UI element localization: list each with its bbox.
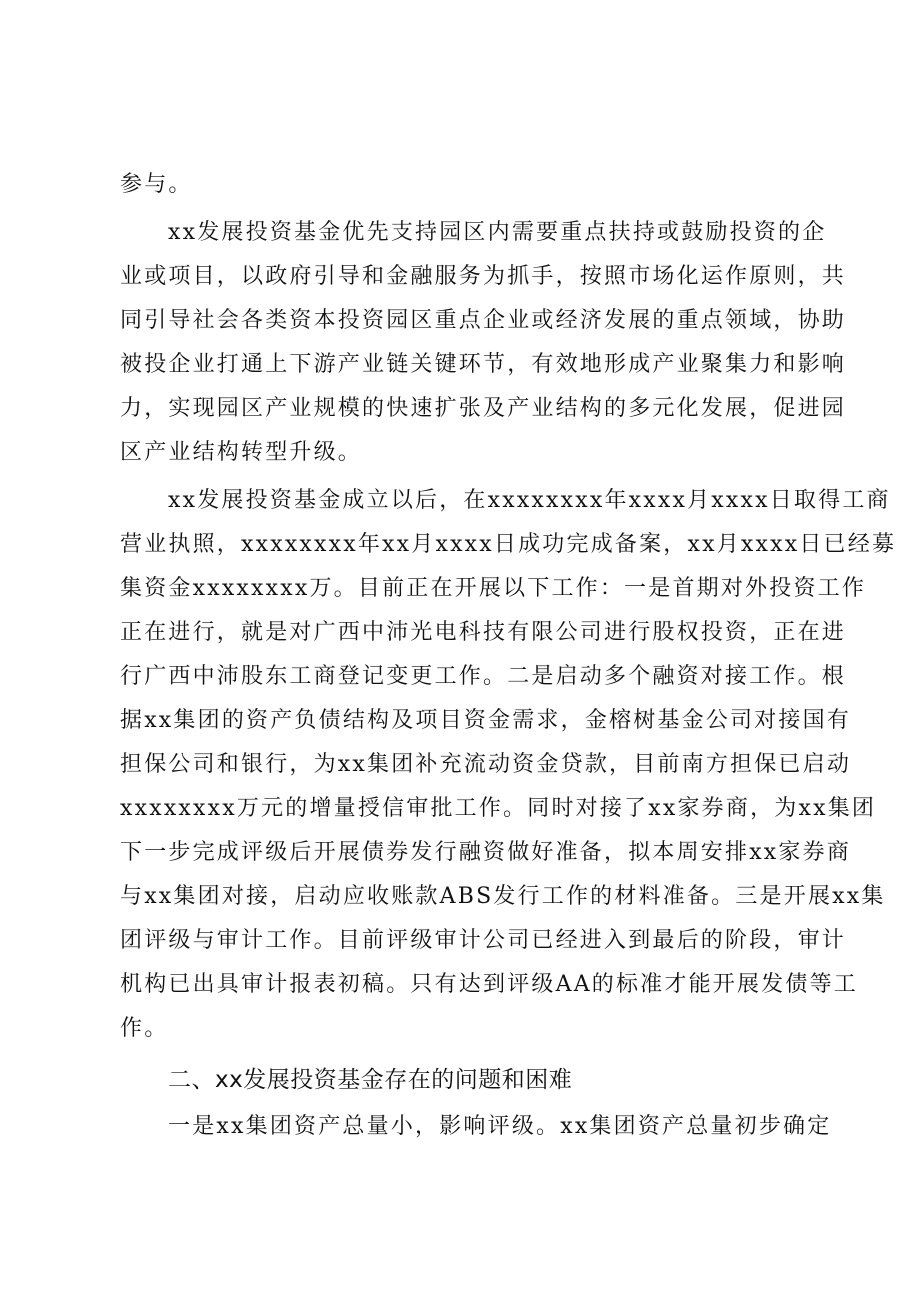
document-body: [120, 163, 897, 1149]
paragraph-line: xxxxxxxx万元的增量授信审批工作。同时对接了xx家券商，为xx集团: [120, 796, 877, 821]
paragraph-line: 正在进行，就是对广西中沛光电科技有限公司进行股权投资，正在进: [120, 620, 847, 645]
paragraph-line: 业或项目，以政府引导和金融服务为抓手，按照市场化运作原则，共: [120, 264, 847, 289]
paragraph-line: 行广西中沛股东工商登记变更工作。二是启动多个融资对接工作。根: [120, 664, 847, 689]
paragraph-line: 区产业结构转型升级。: [120, 440, 363, 465]
paragraph-line: 机构已出具审计报表初稿。只有达到评级AA的标准才能开展发债等工: [120, 972, 858, 997]
paragraph-line: 作。: [120, 1016, 169, 1041]
paragraph-line: 担保公司和银行，为xx集团补充流动资金贷款，目前南方担保已启动: [120, 752, 852, 777]
paragraph-line: 集资金xxxxxxxx万。目前正在开展以下工作：一是首期对外投资工作: [120, 576, 867, 601]
paragraph-line: 一是xx集团资产总量小，影响评级。xx集团资产总量初步确定: [168, 1114, 832, 1139]
paragraph-line: xx发展投资基金优先支持园区内需要重点扶持或鼓励投资的企: [168, 220, 827, 245]
paragraph-line: xx发展投资基金成立以后，在xxxxxxxx年xxxx月xxxx日取得工商: [168, 488, 891, 513]
paragraph-line: 力，实现园区产业规模的快速扩张及产业结构的多元化发展，促进园: [120, 396, 847, 421]
paragraph-line: 团评级与审计工作。目前评级审计公司已经进入到最后的阶段，审计: [120, 928, 847, 953]
paragraph-fund-support: [120, 211, 847, 475]
section-heading: 二、xx发展投资基金存在的问题和困难: [168, 1067, 573, 1093]
paragraph-line: 营业执照，xxxxxxxx年xx月xxxx日成功完成备案，xx月xxxx日已经募: [120, 532, 897, 557]
paragraph-line: 据xx集团的资产负债结构及项目资金需求，金榕树基金公司对接国有: [120, 708, 852, 733]
paragraph-problems: [120, 1105, 832, 1149]
paragraph-line: 同引导社会各类资本投资园区重点企业或经济发展的重点领域，协助: [120, 308, 847, 333]
paragraph-fund-progress: [120, 479, 897, 1051]
paragraph-line: 与xx集团对接，启动应收账款ABS发行工作的材料准备。三是开展xx集: [120, 884, 886, 909]
paragraph-line: 被投企业打通上下游产业链关键环节，有效地形成产业聚集力和影响: [120, 352, 847, 377]
paragraph-line: 参与。: [120, 172, 193, 197]
paragraph-line: 下一步完成评级后开展债券发行融资做好准备，拟本周安排xx家券商: [120, 840, 852, 865]
